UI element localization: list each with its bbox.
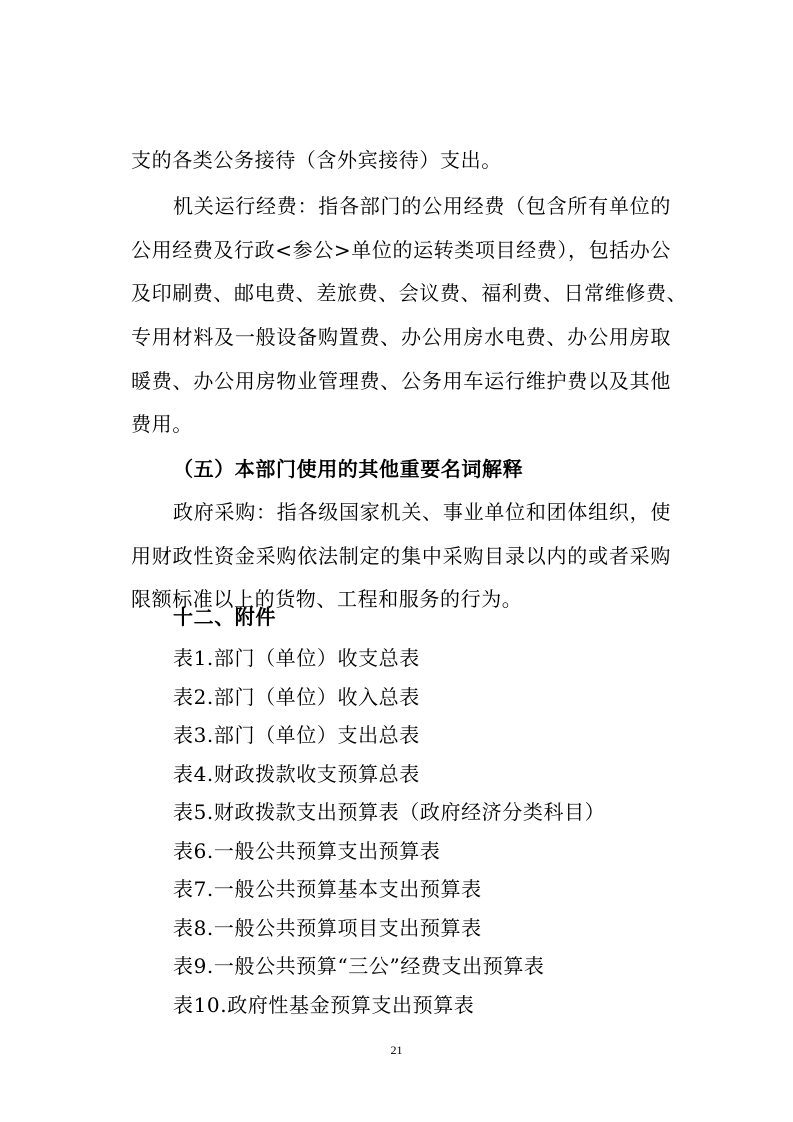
paragraph-line: 公用经费及行政<参公>单位的运转类项目经费），包括办公 — [131, 238, 671, 262]
attachment-item: 表2.部门（单位）收入总表 — [173, 684, 420, 709]
paragraph-line: 暖费、办公用房物业管理费、公务用车运行维护费以及其他 — [131, 369, 671, 393]
page-number: 21 — [390, 1043, 403, 1057]
paragraph-line: 限额标准以上的货物、工程和服务的行为。 — [131, 587, 523, 611]
attachment-item: 表8.一般公共预算项目支出预算表 — [173, 915, 482, 940]
attachment-item: 表6.一般公共预算支出预算表 — [173, 838, 441, 863]
attachment-item: 表9.一般公共预算“三公”经费支出预算表 — [173, 954, 545, 978]
section-heading: （五）本部门使用的其他重要名词解释 — [173, 457, 524, 481]
paragraph-line: 专用材料及一般设备购置费、办公用房水电费、办公用房取 — [131, 325, 671, 349]
paragraph-line: 费用。 — [131, 412, 193, 436]
paragraph-line: 机关运行经费：指各部门的公用经费（包含所有单位的 — [173, 194, 671, 218]
attachment-item: 表5.财政拨款支出预算表（政府经济分类科目） — [173, 800, 606, 824]
section-heading: 十二、附件 — [173, 605, 276, 629]
paragraph-line: 用财政性资金采购依法制定的集中采购目录以内的或者采购 — [131, 544, 671, 568]
paragraph-line: 支的各类公务接待（含外宾接待）支出。 — [131, 148, 502, 172]
attachment-item: 表3.部门（单位）支出总表 — [173, 723, 420, 747]
attachment-item: 表7.一般公共预算基本支出预算表 — [173, 877, 482, 901]
paragraph-line: 及印刷费、邮电费、差旅费、会议费、福利费、日常维修费、 — [131, 281, 688, 305]
attachment-item: 表4.财政拨款收支预算总表 — [173, 761, 420, 786]
paragraph-line: 政府采购：指各级国家机关、事业单位和团体组织，使 — [173, 500, 671, 524]
attachment-item: 表10.政府性基金预算支出预算表 — [173, 992, 475, 1017]
attachment-item: 表1.部门（单位）收支总表 — [173, 646, 420, 670]
